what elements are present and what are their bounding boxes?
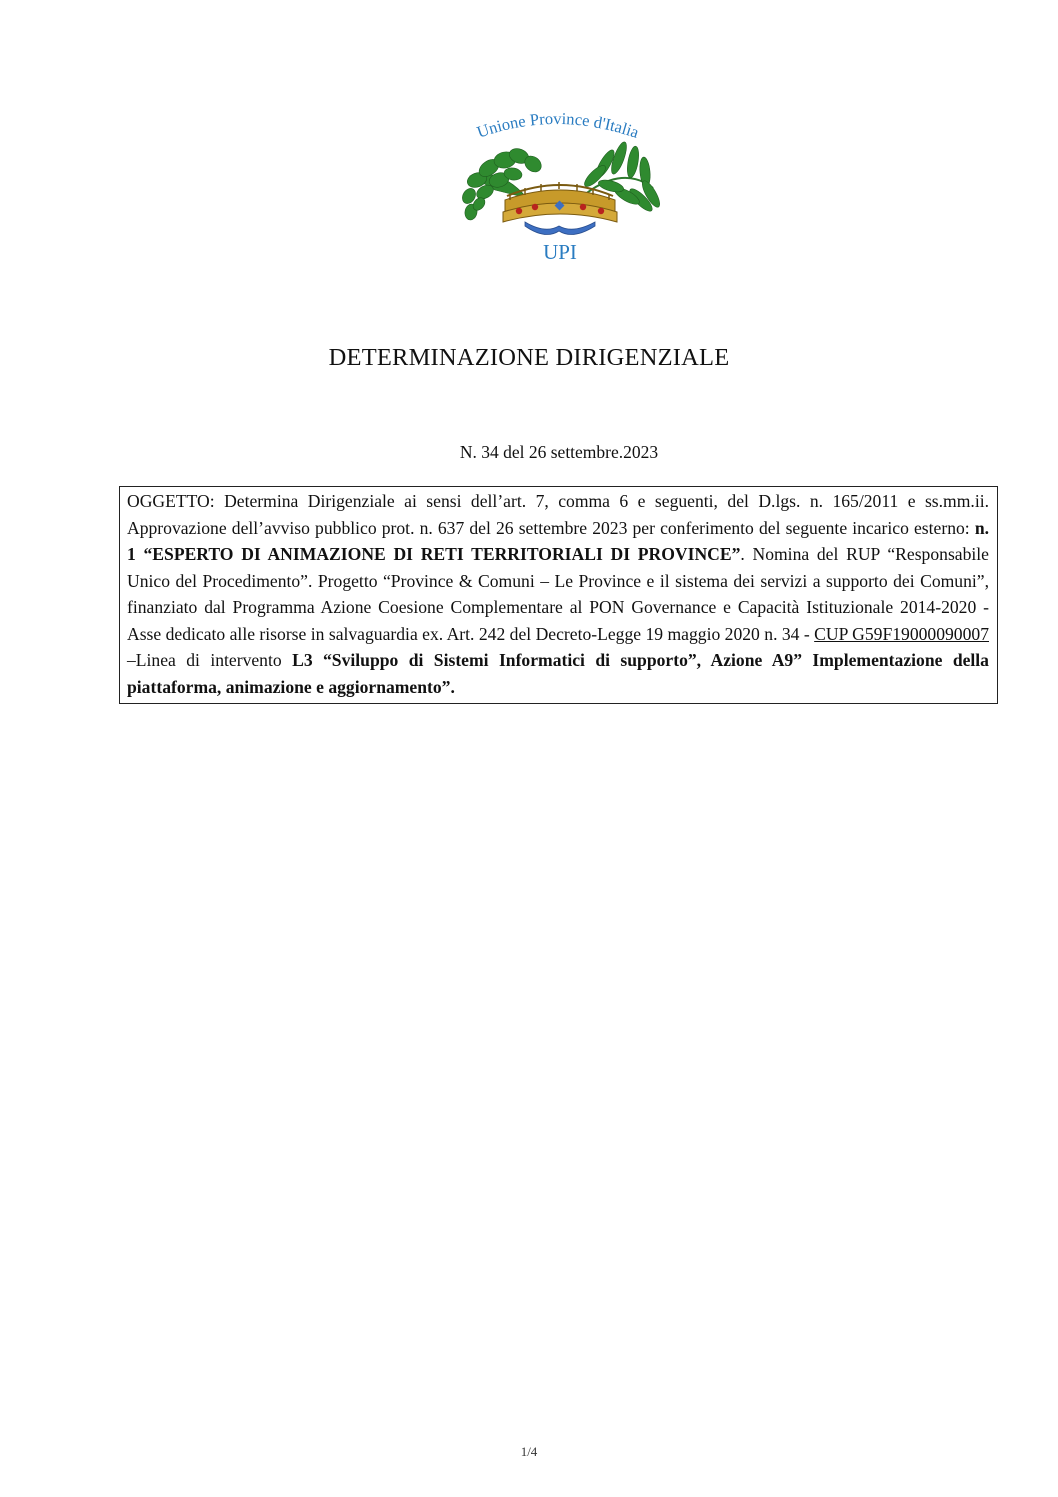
upi-emblem-graphic <box>455 108 665 268</box>
subject-cup-code: CUP G59F19000090007 <box>814 623 989 644</box>
mural-crown-icon <box>503 182 617 235</box>
subject-text-part: –Linea di intervento <box>127 650 293 670</box>
upi-logo <box>455 108 665 268</box>
subject-text-part: OGGETTO: Determina Dirigenziale ai sensi dell’art. 7, comma 6 e seguenti, del D.lgs. n. 165/2011 e ss.mm.ii. Approvazione dell’avviso pubblico prot. n. 637 del 26 settembre 2023 per conferimento del seguente incarico esterno: <box>127 491 989 538</box>
page-number: 1/4 <box>520 1444 538 1459</box>
subject-text-part: . Nomina del RUP “Responsabile Unico del Procedimento”. Progetto “Province & Comuni – Le Province e il sistema dei servizi a supporto dei Comuni”, finanziato dal Programma Azione Coesione Complementare al PON Governance e Capacità Istituzionale 2014-2020 - Asse dedicato alle risorse in salvaguardia ex. Art. 242 del Decreto-Legge 19 maggio 2020 n. 34 - <box>127 544 989 644</box>
subject-bold-line: L3 “Sviluppo di Sistemi Informatici di supporto”, Azione A9” Implementazione della piattaforma, animazione e aggiornamento”. <box>127 650 989 697</box>
subject-box <box>119 486 998 704</box>
subject-bold-role: n. 1 “ESPERTO DI ANIMAZIONE DI RETI TERRITORIALI DI PROVINCE” <box>127 517 989 564</box>
document-title: DETERMINAZIONE DIRIGENZIALE <box>328 344 730 371</box>
logo-acronym: UPI <box>543 240 577 264</box>
logo-arc-text: Unione Province d'Italia <box>474 108 642 142</box>
document-number: N. 34 del 26 settembre.2023 <box>459 442 659 462</box>
